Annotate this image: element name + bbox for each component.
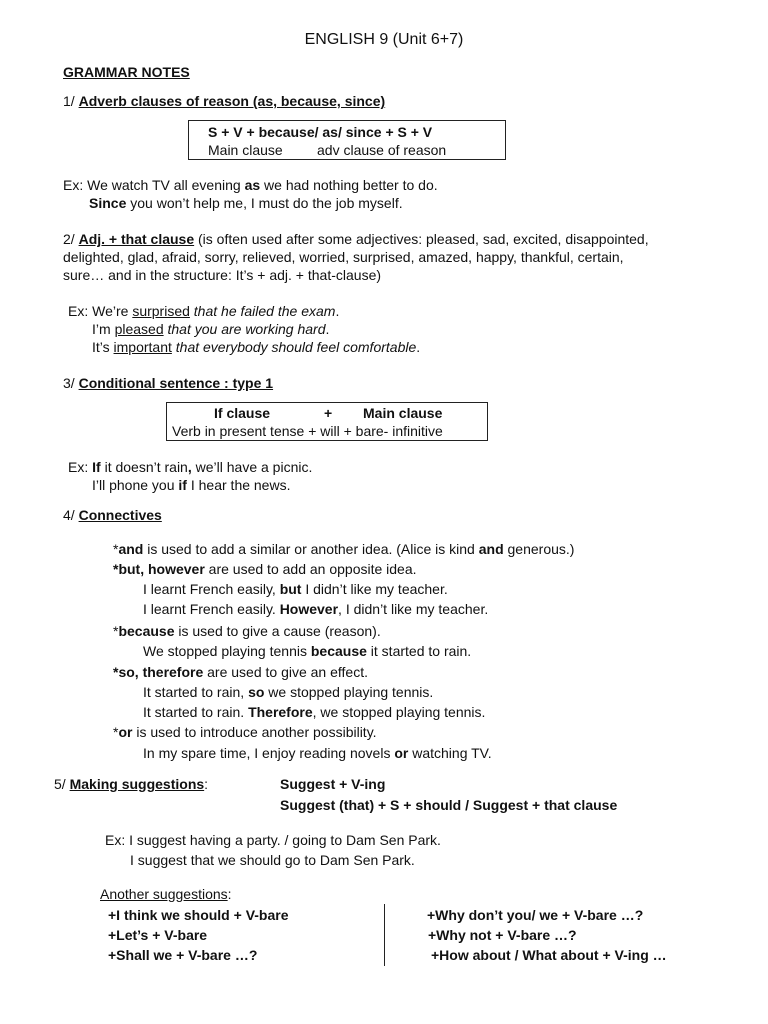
example-line — [143, 703, 485, 721]
another-label-text: Another suggestions — [100, 886, 228, 902]
section-title: Adj. + that clause — [78, 231, 195, 247]
ex-text: It’s — [92, 339, 114, 355]
suggestions-divider — [384, 904, 385, 966]
example-line: I suggest that we should go to Dam Sen Park. — [130, 852, 415, 868]
suggestion-right-item: +How about / What about + V-ing … — [431, 947, 667, 963]
ex-keyword: If — [92, 459, 101, 475]
formula-main-clause: Main clause — [363, 405, 443, 421]
ex-text: . — [416, 339, 421, 355]
ex-text: I’m — [92, 321, 115, 337]
ex-clause: that everybody should feel comfortable — [171, 339, 417, 355]
example-line — [143, 600, 488, 618]
ex-text: are used to add an opposite idea. — [204, 561, 417, 577]
example-line — [92, 320, 329, 338]
ex-keyword: or — [118, 724, 133, 740]
ex-text: we had nothing better to do. — [260, 177, 438, 193]
ex-text: are used to give an effect. — [203, 664, 368, 680]
suggestion-left-item: +I think we should + V-bare — [108, 907, 289, 923]
suggestion-right-item: +Why not + V-bare …? — [428, 927, 577, 943]
ex-text: . — [325, 321, 330, 337]
section-title: Adverb clauses of reason (as, because, since) — [78, 93, 386, 109]
section-number: 4/ — [63, 507, 75, 523]
formula-box-conditional — [166, 402, 488, 441]
example-line — [89, 194, 403, 212]
ex-keyword: because — [310, 643, 367, 659]
ex-keyword: *so, therefore — [113, 664, 204, 680]
suggest-formula-2: Suggest (that) + S + should / Suggest + that clause — [280, 797, 618, 813]
connective-because — [113, 622, 381, 640]
ex-text: we stopped playing tennis. — [264, 684, 434, 700]
section-2-heading — [63, 230, 649, 248]
suggestion-left-item: +Shall we + V-bare …? — [108, 947, 258, 963]
ex-clause: that you are working hard — [163, 321, 326, 337]
ex-keyword: and — [478, 541, 504, 557]
example-line — [68, 302, 339, 320]
connective-but — [113, 560, 417, 578]
ex-adjective: important — [113, 339, 172, 355]
ex-keyword: and — [118, 541, 144, 557]
formula-conditional-row: Verb in present tense + will + bare- infinitive — [172, 423, 443, 439]
section-desc-line: sure… and in the structure: It’s + adj. + that-clause) — [63, 267, 382, 283]
suggestion-left-item: +Let’s + V-bare — [108, 927, 208, 943]
bullet-star: * — [113, 724, 119, 740]
section-1-heading — [63, 92, 385, 110]
another-suggestions-label — [100, 885, 232, 903]
section-title: Connectives — [78, 507, 162, 523]
example-line — [143, 580, 448, 598]
ex-clause: that he failed the exam — [189, 303, 336, 319]
ex-text: I learnt French easily. — [143, 601, 280, 617]
formula-label-main: Main clause — [208, 142, 283, 158]
ex-text: It started to rain. — [143, 704, 249, 720]
grammar-notes-heading: GRAMMAR NOTES — [63, 64, 190, 80]
formula-reason: S + V + because/ as/ since + S + V — [208, 124, 433, 140]
section-number: 5/ — [54, 776, 66, 792]
ex-text: Ex: — [68, 459, 93, 475]
heading-colon: : — [204, 776, 209, 792]
ex-text: . — [335, 303, 340, 319]
section-number: 1/ — [63, 93, 75, 109]
formula-label-adv: adv clause of reason — [317, 142, 447, 158]
ex-text: I’ll phone you — [92, 477, 179, 493]
section-desc: (is often used after some adjectives: pleased, sad, excited, disappointed, — [194, 231, 649, 247]
formula-box-reason — [188, 120, 506, 160]
ex-keyword: if — [178, 477, 187, 493]
ex-text: is used to introduce another possibility. — [132, 724, 377, 740]
section-3-heading — [63, 374, 273, 392]
ex-text: it doesn’t rain — [100, 459, 188, 475]
ex-keyword: because — [118, 623, 175, 639]
ex-text: watching TV. — [408, 745, 492, 761]
ex-text: we’ll have a picnic. — [191, 459, 313, 475]
ex-keyword: or — [394, 745, 409, 761]
ex-text: It started to rain, — [143, 684, 249, 700]
ex-keyword: , — [187, 459, 192, 475]
ex-keyword: *but, however — [113, 561, 205, 577]
ex-text: you won’t help me, I must do the job myself. — [126, 195, 403, 211]
section-4-heading — [63, 506, 162, 524]
page-title: ENGLISH 9 (Unit 6+7) — [304, 31, 464, 48]
ex-text: , we stopped playing tennis. — [312, 704, 486, 720]
section-number: 3/ — [63, 375, 75, 391]
suggestion-right-item: +Why don’t you/ we + V-bare …? — [427, 907, 644, 923]
formula-if-clause: If clause — [214, 405, 271, 421]
section-desc-line: delighted, glad, afraid, sorry, relieved, worried, surprised, amazed, happy, thankful, certain, — [63, 249, 624, 265]
suggest-formula-1: Suggest + V-ing — [280, 776, 386, 792]
ex-keyword: Since — [89, 195, 127, 211]
ex-text: I didn’t like my teacher. — [301, 581, 448, 597]
ex-text: I learnt French easily, — [143, 581, 280, 597]
connective-or — [113, 723, 377, 741]
example-line — [143, 683, 433, 701]
connective-so — [113, 663, 368, 681]
another-label-colon: : — [227, 886, 232, 902]
ex-keyword: Therefore — [248, 704, 313, 720]
example-line — [92, 338, 420, 356]
example-line — [92, 476, 290, 494]
example-line: Ex: I suggest having a party. / going to Dam Sen Park. — [105, 832, 441, 848]
ex-adjective: surprised — [132, 303, 190, 319]
bullet-star: * — [113, 541, 119, 557]
ex-keyword: but — [279, 581, 302, 597]
ex-text: generous.) — [503, 541, 575, 557]
example-line — [143, 642, 471, 660]
ex-adjective: pleased — [114, 321, 164, 337]
ex-keyword: However — [279, 601, 339, 617]
example-line — [143, 744, 492, 762]
section-title: Conditional sentence : type 1 — [78, 375, 274, 391]
ex-text: , I didn’t like my teacher. — [338, 601, 489, 617]
section-title: Making suggestions — [69, 776, 205, 792]
ex-text: is used to give a cause (reason). — [174, 623, 381, 639]
formula-plus: + — [324, 405, 333, 421]
ex-keyword: so — [248, 684, 265, 700]
ex-text: We stopped playing tennis — [143, 643, 311, 659]
ex-text: In my spare time, I enjoy reading novels — [143, 745, 395, 761]
ex-text: Ex: We watch TV all evening — [63, 177, 245, 193]
section-number: 2/ — [63, 231, 75, 247]
example-line — [68, 458, 312, 476]
ex-text: is used to add a similar or another idea. (Alice is kind — [143, 541, 479, 557]
ex-text: Ex: We’re — [68, 303, 133, 319]
example-line — [63, 176, 438, 194]
ex-text: I hear the news. — [186, 477, 291, 493]
connective-and — [113, 540, 574, 558]
bullet-star: * — [113, 623, 119, 639]
ex-keyword: as — [244, 177, 261, 193]
section-5-heading — [54, 775, 208, 793]
ex-text: it started to rain. — [366, 643, 472, 659]
